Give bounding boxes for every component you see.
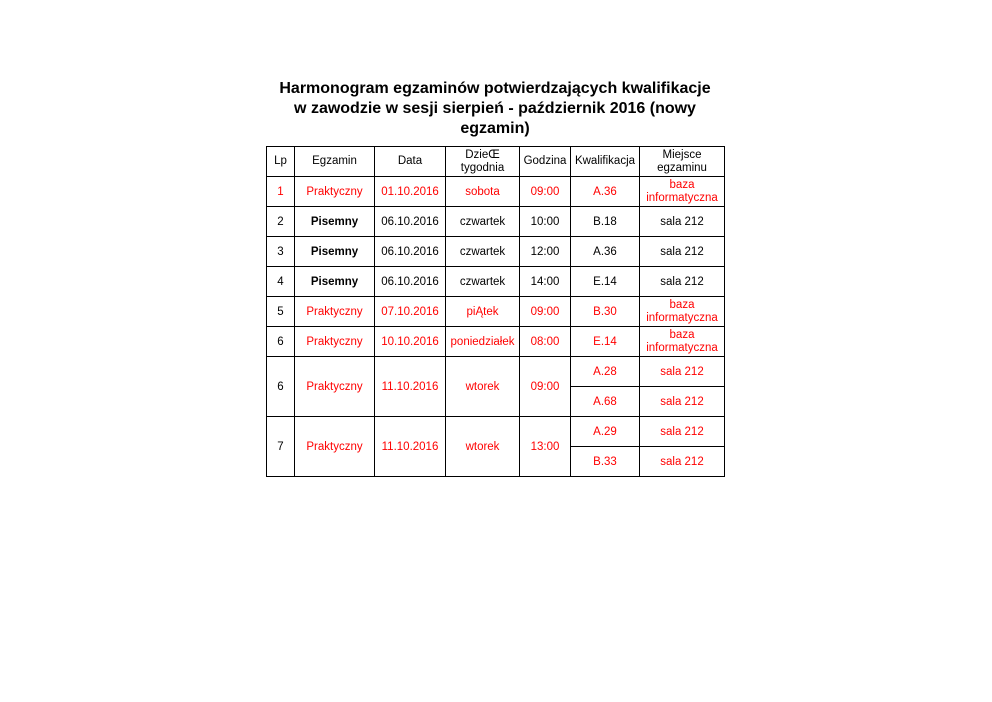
cell-godzina: 13:00 (520, 417, 571, 477)
cell-dzien: wtorek (446, 357, 520, 417)
cell-godzina: 08:00 (520, 327, 571, 357)
cell-miejsce: sala 212 (640, 207, 725, 237)
table-row (267, 177, 725, 207)
header-egzamin: Egzamin (295, 147, 375, 177)
cell-lp: 5 (267, 297, 295, 327)
page-title (266, 79, 724, 139)
header-miejsce: Miejsce egzaminu (640, 147, 725, 177)
cell-data: 06.10.2016 (375, 207, 446, 237)
header-lp: Lp (267, 147, 295, 177)
cell-kwalifikacja: B.30 (571, 297, 640, 327)
title-line-1: Harmonogram egzaminów potwierdzających kwalifikacje (279, 80, 711, 97)
cell-data: 06.10.2016 (375, 267, 446, 297)
cell-lp: 6 (267, 357, 295, 417)
cell-miejsce: baza informatyczna (640, 177, 725, 207)
cell-egzamin: Praktyczny (295, 417, 375, 477)
table-row (267, 267, 725, 297)
cell-kwalifikacja: A.36 (571, 237, 640, 267)
cell-godzina: 12:00 (520, 237, 571, 267)
cell-data: 10.10.2016 (375, 327, 446, 357)
cell-lp: 1 (267, 177, 295, 207)
cell-kwalifikacja: A.68 (571, 387, 640, 417)
cell-kwalifikacja: A.29 (571, 417, 640, 447)
title-line-3: egzamin) (460, 120, 530, 137)
cell-miejsce: baza informatyczna (640, 327, 725, 357)
cell-egzamin: Pisemny (295, 207, 375, 237)
cell-data: 11.10.2016 (375, 357, 446, 417)
header-data: Data (375, 147, 446, 177)
cell-godzina: 10:00 (520, 207, 571, 237)
cell-egzamin: Praktyczny (295, 177, 375, 207)
table-row (267, 417, 725, 447)
cell-miejsce: sala 212 (640, 357, 725, 387)
cell-kwalifikacja: A.28 (571, 357, 640, 387)
cell-egzamin: Praktyczny (295, 327, 375, 357)
title-line-2: w zawodzie w sesji sierpień - październik 2016 (nowy (294, 100, 696, 117)
header-row (267, 147, 725, 177)
table-row (267, 297, 725, 327)
cell-lp: 3 (267, 237, 295, 267)
cell-kwalifikacja: E.14 (571, 267, 640, 297)
cell-dzien: czwartek (446, 267, 520, 297)
cell-miejsce: sala 212 (640, 387, 725, 417)
cell-dzien: wtorek (446, 417, 520, 477)
table-row (267, 357, 725, 387)
cell-egzamin: Pisemny (295, 237, 375, 267)
cell-lp: 7 (267, 417, 295, 477)
cell-data: 11.10.2016 (375, 417, 446, 477)
header-dzien: DzieŒ tygodnia (446, 147, 520, 177)
cell-godzina: 14:00 (520, 267, 571, 297)
cell-dzien: czwartek (446, 237, 520, 267)
cell-data: 01.10.2016 (375, 177, 446, 207)
cell-kwalifikacja: A.36 (571, 177, 640, 207)
cell-data: 06.10.2016 (375, 237, 446, 267)
cell-data: 07.10.2016 (375, 297, 446, 327)
cell-dzien: czwartek (446, 207, 520, 237)
cell-kwalifikacja: B.18 (571, 207, 640, 237)
cell-dzien: poniedziałek (446, 327, 520, 357)
cell-kwalifikacja: E.14 (571, 327, 640, 357)
cell-lp: 2 (267, 207, 295, 237)
cell-dzien: piĄtek (446, 297, 520, 327)
cell-godzina: 09:00 (520, 297, 571, 327)
cell-lp: 4 (267, 267, 295, 297)
table-row (267, 327, 725, 357)
table-row (267, 237, 725, 267)
cell-egzamin: Praktyczny (295, 357, 375, 417)
cell-egzamin: Pisemny (295, 267, 375, 297)
cell-godzina: 09:00 (520, 357, 571, 417)
header-kwalifikacja: Kwalifikacja (571, 147, 640, 177)
table-row (267, 207, 725, 237)
cell-miejsce: sala 212 (640, 447, 725, 477)
cell-godzina: 09:00 (520, 177, 571, 207)
exam-schedule-table (266, 146, 725, 477)
cell-miejsce: baza informatyczna (640, 297, 725, 327)
cell-dzien: sobota (446, 177, 520, 207)
cell-miejsce: sala 212 (640, 237, 725, 267)
cell-miejsce: sala 212 (640, 267, 725, 297)
cell-lp: 6 (267, 327, 295, 357)
cell-miejsce: sala 212 (640, 417, 725, 447)
cell-egzamin: Praktyczny (295, 297, 375, 327)
header-godzina: Godzina (520, 147, 571, 177)
cell-kwalifikacja: B.33 (571, 447, 640, 477)
